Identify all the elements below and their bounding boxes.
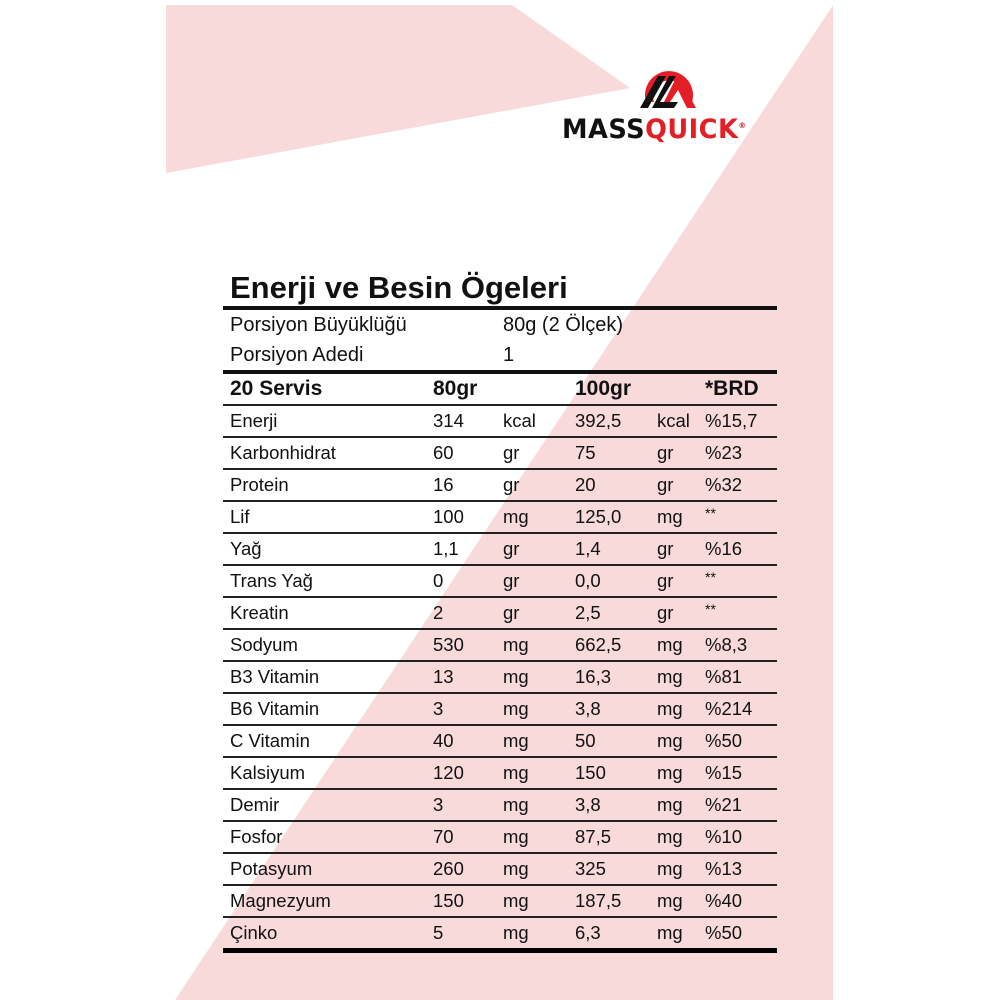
nutrient-name: B3 Vitamin [230, 666, 320, 687]
brd-percent: %40 [705, 890, 743, 911]
value-80g: 530 [433, 634, 464, 655]
value-80g: 314 [433, 410, 464, 431]
nutrient-name: Fosfor [230, 826, 283, 847]
value-80g: 13 [433, 666, 454, 687]
value-80g: 100 [433, 506, 464, 527]
unit-80g: gr [503, 538, 520, 559]
table-row [223, 438, 777, 468]
table-row [223, 758, 777, 788]
nutrient-name: Karbonhidrat [230, 442, 336, 463]
value-100g: 392,5 [575, 410, 622, 431]
unit-100g: mg [657, 762, 683, 783]
unit-100g: mg [657, 794, 683, 815]
nutrient-name: Enerji [230, 410, 278, 431]
unit-80g: mg [503, 506, 529, 527]
unit-80g: gr [503, 474, 520, 495]
brd-percent: %8,3 [705, 634, 748, 655]
unit-100g: mg [657, 890, 683, 911]
table-row [223, 790, 777, 820]
value-80g: 2 [433, 602, 444, 623]
brd-percent: %10 [705, 826, 743, 847]
brd-percent: %23 [705, 442, 743, 463]
unit-80g: gr [503, 442, 520, 463]
nutrient-name: Kalsiyum [230, 762, 306, 783]
value-100g: 16,3 [575, 666, 612, 687]
value-100g: 3,8 [575, 794, 601, 815]
unit-100g: mg [657, 730, 683, 751]
nutrient-name: Sodyum [230, 634, 298, 655]
unit-100g: mg [657, 634, 683, 655]
brd-percent: %13 [705, 858, 743, 879]
header-80gr: 80gr [433, 377, 478, 400]
table-row [223, 566, 777, 596]
nutrient-name: Trans Yağ [230, 570, 313, 591]
value-100g: 87,5 [575, 826, 612, 847]
table-row [223, 662, 777, 692]
brd-percent: %15 [705, 762, 743, 783]
brand-wordmark: MASSQUICK® [562, 114, 747, 145]
table-row [223, 886, 777, 916]
value-100g: 0,0 [575, 570, 601, 591]
unit-100g: gr [657, 442, 674, 463]
nutrient-name: Kreatin [230, 602, 289, 623]
table-row [223, 854, 777, 884]
unit-100g: mg [657, 698, 683, 719]
nutrient-name: Çinko [230, 922, 278, 943]
nutrient-name: Yağ [230, 538, 262, 559]
value-80g: 120 [433, 762, 464, 783]
nutrient-name: Magnezyum [230, 890, 331, 911]
brd-percent: ** [705, 601, 716, 617]
value-80g: 3 [433, 794, 444, 815]
value-80g: 70 [433, 826, 454, 847]
unit-100g: kcal [657, 410, 690, 431]
nutrient-name: Protein [230, 474, 289, 495]
unit-80g: mg [503, 730, 529, 751]
unit-80g: mg [503, 826, 529, 847]
brand-logo [562, 58, 782, 148]
brd-percent: %16 [705, 538, 743, 559]
nutrient-name: Potasyum [230, 858, 313, 879]
header-servings: 20 Servis [230, 377, 323, 400]
brd-percent: %81 [705, 666, 743, 687]
table-row [223, 406, 777, 436]
brd-percent: %50 [705, 730, 743, 751]
value-80g: 150 [433, 890, 464, 911]
value-80g: 40 [433, 730, 454, 751]
brd-percent: %21 [705, 794, 743, 815]
logo-mark-icon [638, 58, 700, 110]
value-80g: 0 [433, 570, 444, 591]
bottom-rule [223, 948, 777, 953]
header-brd: *BRD [705, 377, 759, 400]
unit-100g: mg [657, 922, 683, 943]
unit-100g: mg [657, 826, 683, 847]
serving-count-row: Porsiyon Adedi 1 [230, 344, 515, 366]
serving-size-row: Porsiyon Büyüklüğü 80g (2 Ölçek) [230, 314, 624, 336]
unit-80g: gr [503, 570, 520, 591]
brd-percent: ** [705, 505, 716, 521]
table-row [223, 630, 777, 660]
unit-100g: gr [657, 570, 674, 591]
table-row [223, 918, 777, 948]
value-80g: 60 [433, 442, 454, 463]
brd-percent: %15,7 [705, 410, 758, 431]
table-header [223, 374, 777, 404]
value-100g: 187,5 [575, 890, 622, 911]
value-100g: 20 [575, 474, 596, 495]
value-80g: 260 [433, 858, 464, 879]
table-row [223, 726, 777, 756]
table-row [223, 502, 777, 532]
unit-100g: mg [657, 858, 683, 879]
brd-percent: ** [705, 569, 716, 585]
value-100g: 325 [575, 858, 606, 879]
unit-80g: kcal [503, 410, 536, 431]
nutrition-facts-table [223, 270, 777, 953]
value-100g: 6,3 [575, 922, 601, 943]
value-100g: 75 [575, 442, 596, 463]
unit-100g: mg [657, 506, 683, 527]
nutrient-name: Demir [230, 794, 280, 815]
table-row [223, 470, 777, 500]
value-100g: 150 [575, 762, 606, 783]
unit-80g: mg [503, 794, 529, 815]
unit-80g: mg [503, 922, 529, 943]
brd-percent: %214 [705, 698, 753, 719]
table-row [223, 822, 777, 852]
brd-percent: %32 [705, 474, 743, 495]
unit-80g: mg [503, 858, 529, 879]
nutrient-name: B6 Vitamin [230, 698, 320, 719]
value-80g: 3 [433, 698, 444, 719]
left-pink-triangle [166, 5, 630, 173]
table-row [223, 534, 777, 564]
unit-100g: gr [657, 474, 674, 495]
value-100g: 2,5 [575, 602, 601, 623]
nutrient-name: Lif [230, 506, 250, 527]
table-row [223, 694, 777, 724]
unit-80g: mg [503, 762, 529, 783]
value-100g: 50 [575, 730, 596, 751]
value-100g: 125,0 [575, 506, 622, 527]
unit-80g: mg [503, 698, 529, 719]
unit-80g: mg [503, 634, 529, 655]
value-100g: 662,5 [575, 634, 622, 655]
value-100g: 3,8 [575, 698, 601, 719]
header-100gr: 100gr [575, 377, 632, 400]
value-80g: 16 [433, 474, 454, 495]
unit-100g: gr [657, 538, 674, 559]
unit-100g: mg [657, 666, 683, 687]
unit-80g: gr [503, 602, 520, 623]
value-80g: 1,1 [433, 538, 459, 559]
nutrient-name: C Vitamin [230, 730, 310, 751]
value-100g: 1,4 [575, 538, 601, 559]
unit-100g: gr [657, 602, 674, 623]
brd-percent: %50 [705, 922, 743, 943]
unit-80g: mg [503, 666, 529, 687]
table-row [223, 598, 777, 628]
nutrition-title: Enerji ve Besin Ögeleri [230, 270, 568, 305]
unit-80g: mg [503, 890, 529, 911]
value-80g: 5 [433, 922, 444, 943]
